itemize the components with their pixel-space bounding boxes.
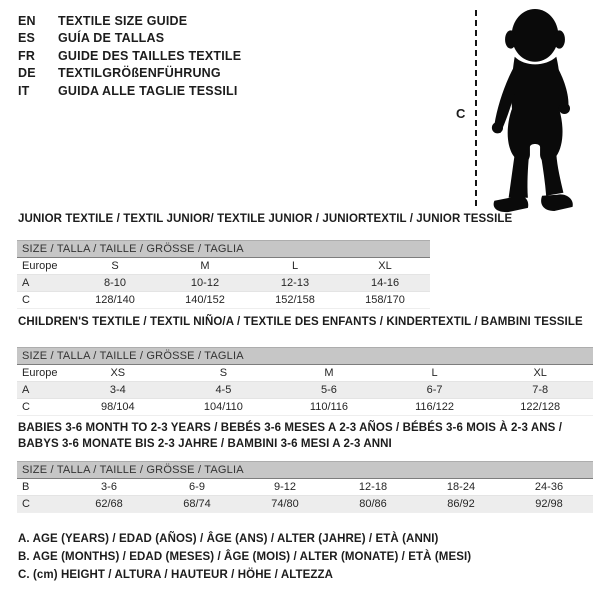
size-cell: 18-24 xyxy=(417,479,505,496)
figure-block xyxy=(420,4,590,216)
size-cell: 116/122 xyxy=(382,399,488,416)
language-title: TEXTILE SIZE GUIDE xyxy=(58,13,188,28)
babies-size-table xyxy=(17,461,593,513)
size-cell: S xyxy=(70,258,160,275)
row-label: A xyxy=(17,275,70,292)
table-row-height xyxy=(17,292,430,309)
children-size-table xyxy=(17,347,593,416)
language-code: DE xyxy=(18,66,36,81)
size-cell: 62/68 xyxy=(65,496,153,513)
table-row-age xyxy=(17,382,593,399)
size-cell: 128/140 xyxy=(70,292,160,309)
size-cell: 80/86 xyxy=(329,496,417,513)
language-code: IT xyxy=(18,83,30,98)
size-header-bar xyxy=(17,348,593,365)
table-row-months xyxy=(17,479,593,496)
size-cell: L xyxy=(250,258,340,275)
babies-section-title xyxy=(18,422,562,450)
size-cell: 9-12 xyxy=(241,479,329,496)
children-section-title: CHILDREN'S TEXTILE / TEXTIL NIÑO/A / TEXTILE DES ENFANTS / KINDERTEXTIL / BAMBINI TESSILE xyxy=(18,316,583,328)
language-code: ES xyxy=(18,31,36,46)
language-row-fr xyxy=(18,47,241,65)
size-cell: 110/116 xyxy=(276,399,382,416)
junior-section-title: JUNIOR TEXTILE / TEXTIL JUNIOR/ TEXTILE JUNIOR / JUNIORTEXTIL / JUNIOR TESSILE xyxy=(18,213,513,225)
row-label: A xyxy=(17,382,65,399)
size-cell: 152/158 xyxy=(250,292,340,309)
language-row-en xyxy=(18,12,241,30)
size-cell: 4-5 xyxy=(171,382,277,399)
babies-title-line2: BABYS 3-6 MONATE BIS 2-3 JAHRE / BAMBINI 3-6 MESI A 2-3 ANNI xyxy=(18,437,392,450)
size-cell: L xyxy=(382,365,488,382)
size-cell: 12-18 xyxy=(329,479,417,496)
size-cell: M xyxy=(160,258,250,275)
babies-title-line1: BABIES 3-6 MONTH TO 2-3 YEARS / BEBÉS 3-6 MESES A 2-3 AÑOS / BÉBÉS 3-6 MOIS À 2-3 ANS / xyxy=(18,422,562,434)
row-label: C xyxy=(17,496,65,513)
size-cell: XL xyxy=(487,365,593,382)
size-header-label: SIZE / TALLA / TAILLE / GRÖSSE / TAGLIA xyxy=(17,462,593,479)
table-row-europe xyxy=(17,365,593,382)
table-row-europe xyxy=(17,258,430,275)
size-cell: 122/128 xyxy=(487,399,593,416)
row-label: B xyxy=(17,479,65,496)
size-cell: 14-16 xyxy=(340,275,430,292)
language-title: GUÍA DE TALLAS xyxy=(58,31,165,46)
size-cell: 3-4 xyxy=(65,382,171,399)
row-label: C xyxy=(17,399,65,416)
size-cell: 8-10 xyxy=(70,275,160,292)
height-measure-line xyxy=(475,10,477,206)
measure-c-label: C xyxy=(456,106,466,121)
size-cell: 158/170 xyxy=(340,292,430,309)
size-header-label: SIZE / TALLA / TAILLE / GRÖSSE / TAGLIA xyxy=(17,348,593,365)
language-title: GUIDA ALLE TAGLIE TESSILI xyxy=(58,83,238,98)
size-cell: 74/80 xyxy=(241,496,329,513)
row-label: Europe xyxy=(17,365,65,382)
size-cell: XL xyxy=(340,258,430,275)
size-cell: M xyxy=(276,365,382,382)
size-cell: 7-8 xyxy=(487,382,593,399)
table-row-age xyxy=(17,275,430,292)
junior-size-table xyxy=(17,240,430,309)
size-cell: S xyxy=(171,365,277,382)
size-cell: 6-9 xyxy=(153,479,241,496)
size-cell: 98/104 xyxy=(65,399,171,416)
language-title: GUIDE DES TAILLES TEXTILE xyxy=(58,48,242,63)
language-row-es xyxy=(18,30,241,48)
size-header-bar xyxy=(17,241,430,258)
size-cell: 12-13 xyxy=(250,275,340,292)
size-cell: 140/152 xyxy=(160,292,250,309)
note-c-height: C. (cm) HEIGHT / ALTURA / HAUTEUR / HÖHE / ALTEZZA xyxy=(18,569,334,581)
row-label: C xyxy=(17,292,70,309)
size-cell: 92/98 xyxy=(505,496,593,513)
language-row-de xyxy=(18,65,241,83)
language-title: TEXTILGRÖßENFÜHRUNG xyxy=(58,66,221,81)
language-code: FR xyxy=(18,48,36,63)
size-header-label: SIZE / TALLA / TAILLE / GRÖSSE / TAGLIA xyxy=(17,241,430,258)
note-b-age-months: B. AGE (MONTHS) / EDAD (MESES) / ÂGE (MOIS) / ALTER (MONATE) / ETÀ (MESI) xyxy=(18,551,472,563)
size-cell: XS xyxy=(65,365,171,382)
language-row-it xyxy=(18,82,241,100)
note-a-age-years: A. AGE (YEARS) / EDAD (AÑOS) / ÂGE (ANS) / ALTER (JAHRE) / ETÀ (ANNI) xyxy=(18,533,439,545)
language-code: EN xyxy=(18,13,36,28)
size-cell: 86/92 xyxy=(417,496,505,513)
size-header-bar xyxy=(17,462,593,479)
size-cell: 3-6 xyxy=(65,479,153,496)
size-cell: 24-36 xyxy=(505,479,593,496)
size-cell: 6-7 xyxy=(382,382,488,399)
size-cell: 5-6 xyxy=(276,382,382,399)
size-cell: 10-12 xyxy=(160,275,250,292)
size-cell: 68/74 xyxy=(153,496,241,513)
table-row-height xyxy=(17,496,593,513)
size-cell: 104/110 xyxy=(171,399,277,416)
language-list xyxy=(18,12,241,100)
row-label: Europe xyxy=(17,258,70,275)
baby-silhouette-icon xyxy=(484,6,586,214)
table-row-height xyxy=(17,399,593,416)
